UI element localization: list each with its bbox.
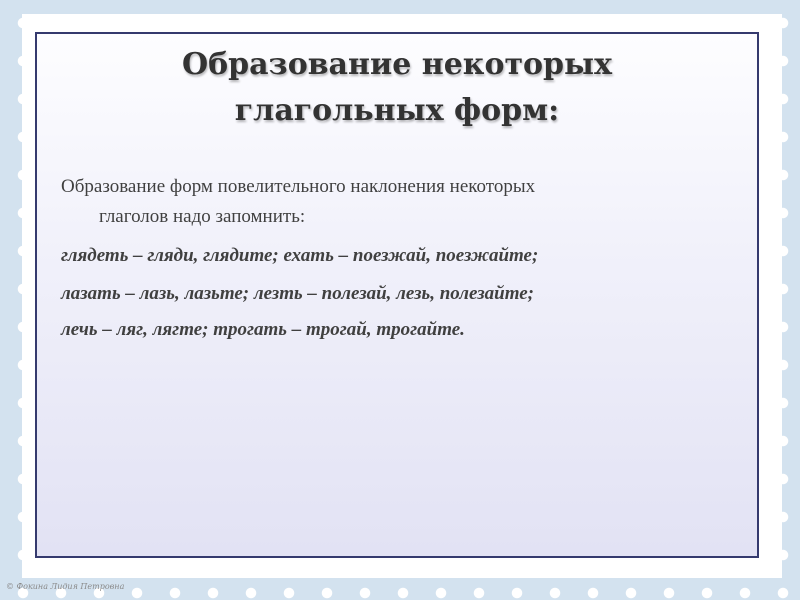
title-line-1: Образование некоторых — [182, 47, 612, 82]
author-watermark: © Фокина Лидия Петровна — [6, 582, 125, 591]
example-line-2: лазать – лазь, лазьте; лезть – полезай, лезь, полезайте; — [61, 283, 534, 304]
intro-line-1: Образование форм повелительного наклонения некоторых — [61, 176, 536, 197]
intro-text — [61, 172, 741, 232]
content-frame — [35, 32, 759, 558]
example-line-1: глядеть – гляди, глядите; ехать – поезжай, поезжайте; — [61, 245, 539, 266]
title-line-2: глагольных форм: — [234, 93, 560, 128]
slide-title — [37, 42, 757, 134]
intro-line-2: глаголов надо запомнить: — [99, 206, 306, 227]
example-line-3: лечь – ляг, лягте; трогать – трогай, трогайте. — [61, 319, 465, 340]
